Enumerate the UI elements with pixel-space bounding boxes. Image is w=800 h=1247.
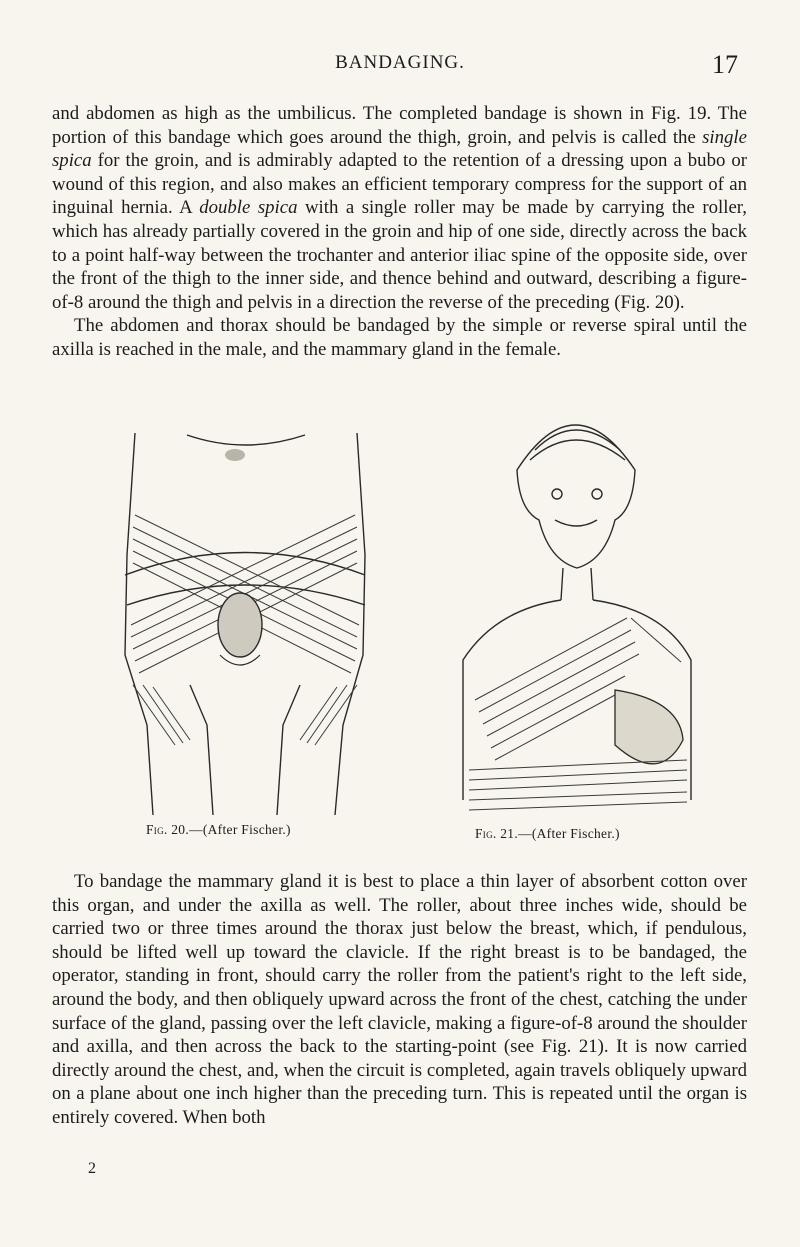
text-run: and abdomen as high as the umbilicus. The completed bandage is shown in Fig. 19. The portion of this bandage which goes around the thigh, groin, and pelvis is called the	[52, 103, 747, 148]
signature-mark: 2	[88, 1160, 96, 1177]
paragraph-mammary: To bandage the mammary gland it is best to place a thin layer of absorbent cotton over this organ, and under the axilla as well. The roller, about three inches wide, should be carried two or three times around the thorax just below the breast, which, if pendulous, should be lifted well up toward the clavicle. If the right breast is to be bandaged, the operator, standing in front, should carry the roller from the patient's right to the left side, around the body, and then obliquely upward across the front of the chest, catching the under surface of the gland, passing over the left clavicle, making a figure-of-8 around the shoulder and axilla, and then across the back to the starting-point (see Fig. 21). It is now carried directly around the chest, and, when the circuit is completed, again travels obliquely upward on a plane about one inch higher than the preceding turn. This is repeated until the organ is entirely covered. When both	[52, 871, 747, 1128]
figure-21-credit: —(After Fischer.)	[518, 826, 620, 841]
figure-21-label: Fig. 21.	[475, 826, 519, 841]
text-run: for the groin, and is admirably adapted to the retention of a dressing upon a bubo or wound of this region, and also makes an efficient temporary compress for the support of an inguinal hernia. A	[52, 150, 747, 219]
figure-21-caption	[475, 826, 620, 842]
term-double-spica: double spica	[199, 197, 298, 219]
top-text-block	[52, 102, 747, 362]
figure-21-illustration	[455, 400, 700, 820]
term-single-spica: single spica	[52, 126, 747, 172]
text-run: with a single roller may be made by carrying the roller, which has already partially covered in the groin and hip of one side, directly across the back to a point half-way between the trochanter and anterior iliac spine of the opposite side, over the front of the thigh to the inner side, and thence behind and outward, describing a figure-of-8 around the thigh and pelvis in a direction the reverse of the preceding (Fig. 20).	[52, 197, 747, 313]
paragraph-spica	[52, 102, 747, 314]
bottom-text-block	[52, 870, 747, 1130]
figure-20-illustration	[95, 425, 395, 825]
paragraph-abdomen: The abdomen and thorax should be bandaged by the simple or reverse spiral until the axilla is reached in the male, and the mammary gland in the female.	[52, 315, 747, 360]
figure-20-label: Fig. 20.	[146, 822, 190, 837]
running-title: BANDAGING.	[335, 52, 465, 73]
figure-20-caption	[146, 822, 291, 838]
figure-20-credit: —(After Fischer.)	[189, 822, 291, 837]
page-number: 17	[712, 50, 738, 79]
